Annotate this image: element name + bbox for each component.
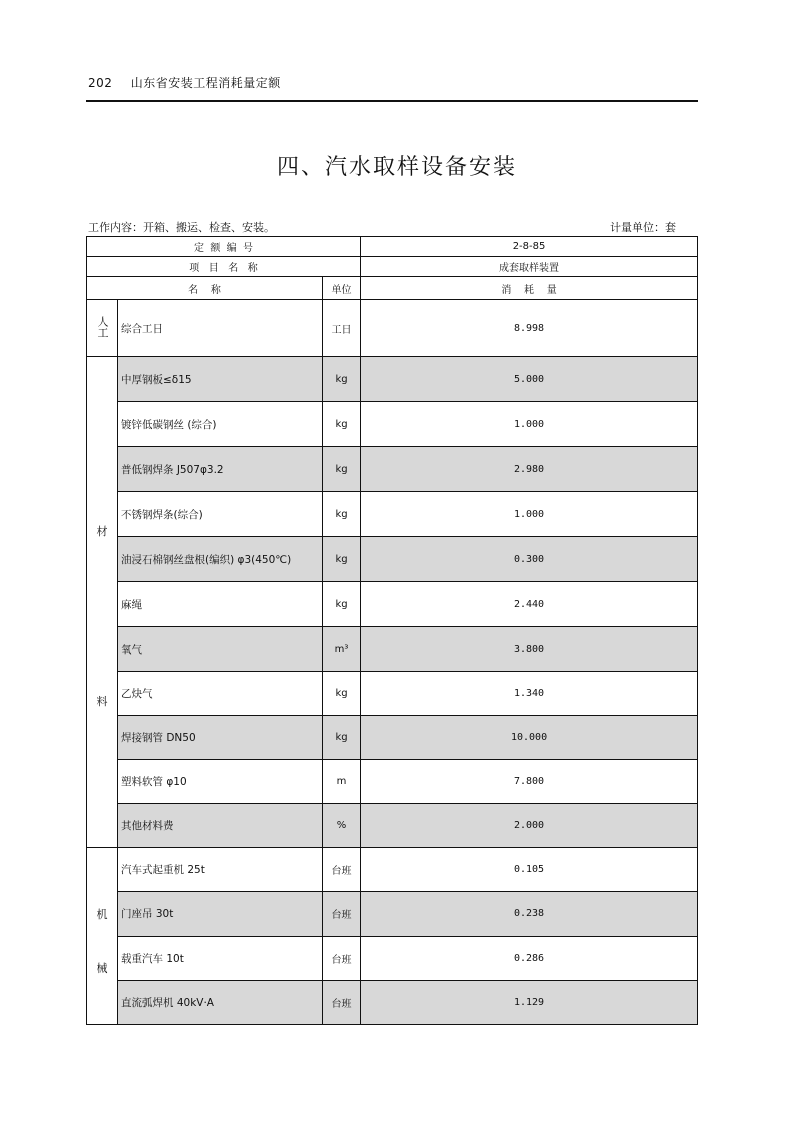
material-value: 3.800 xyxy=(361,627,698,671)
material-row xyxy=(87,759,698,803)
unit-note: 计量单位：套 xyxy=(610,221,676,234)
machinery-unit: 台班 xyxy=(323,980,361,1024)
material-name: 油浸石棉钢丝盘根(编织) φ3(450℃) xyxy=(118,537,323,582)
item-name-value: 成套取样装置 xyxy=(361,257,698,277)
material-row xyxy=(87,537,698,582)
labor-unit: 工日 xyxy=(323,300,361,357)
material-name: 普低钢焊条 J507φ3.2 xyxy=(118,447,323,492)
machinery-row xyxy=(87,848,698,892)
item-name-label: 项 目 名 称 xyxy=(87,257,361,277)
machinery-name: 载重汽车 10t xyxy=(118,936,323,980)
machinery-unit: 台班 xyxy=(323,892,361,936)
labor-row xyxy=(87,300,698,357)
col-name-header: 名 称 xyxy=(87,277,323,300)
material-unit: kg xyxy=(323,671,361,715)
machinery-category-bottom: 械 xyxy=(96,962,108,975)
machinery-name: 汽车式起重机 25t xyxy=(118,848,323,892)
material-name: 焊接钢管 DN50 xyxy=(118,715,323,759)
material-value: 2.440 xyxy=(361,582,698,627)
material-unit: % xyxy=(323,803,361,847)
material-value: 2.980 xyxy=(361,447,698,492)
running-header xyxy=(88,74,281,91)
machinery-category-top: 机 xyxy=(96,908,108,921)
labor-name: 综合工日 xyxy=(118,300,323,357)
machinery-name: 直流弧焊机 40kV·A xyxy=(118,980,323,1024)
material-row xyxy=(87,671,698,715)
machinery-unit: 台班 xyxy=(323,848,361,892)
quota-table xyxy=(86,236,698,1025)
quota-code-row xyxy=(87,237,698,257)
labor-category xyxy=(87,300,118,357)
materials-category xyxy=(87,357,118,848)
material-value: 1.000 xyxy=(361,402,698,447)
material-value: 10.000 xyxy=(361,715,698,759)
machinery-value: 0.105 xyxy=(361,848,698,892)
material-name: 氧气 xyxy=(118,627,323,671)
material-row xyxy=(87,627,698,671)
machinery-category xyxy=(87,848,118,1025)
material-name: 中厚钢板≤δ15 xyxy=(118,357,323,402)
material-unit: kg xyxy=(323,402,361,447)
labor-value: 8.998 xyxy=(361,300,698,357)
item-name-row xyxy=(87,257,698,277)
material-row xyxy=(87,357,698,402)
material-unit: kg xyxy=(323,582,361,627)
material-row xyxy=(87,492,698,537)
col-unit-header: 单位 xyxy=(323,277,361,300)
material-value: 2.000 xyxy=(361,803,698,847)
quota-code-value: 2-8-85 xyxy=(361,237,698,257)
machinery-name: 门座吊 30t xyxy=(118,892,323,936)
material-unit: kg xyxy=(323,715,361,759)
material-unit: kg xyxy=(323,447,361,492)
material-row xyxy=(87,803,698,847)
material-row xyxy=(87,402,698,447)
material-value: 0.300 xyxy=(361,537,698,582)
material-value: 5.000 xyxy=(361,357,698,402)
material-name: 其他材料费 xyxy=(118,803,323,847)
material-name: 镀锌低碳钢丝 (综合) xyxy=(118,402,323,447)
machinery-value: 0.286 xyxy=(361,936,698,980)
section-title: 四、汽水取样设备安装 xyxy=(276,155,517,180)
material-value: 1.340 xyxy=(361,671,698,715)
material-name: 塑料软管 φ10 xyxy=(118,759,323,803)
page-number: 202 xyxy=(88,76,113,90)
material-unit: kg xyxy=(323,357,361,402)
material-name: 麻绳 xyxy=(118,582,323,627)
book-title: 山东省安装工程消耗量定额 xyxy=(130,76,281,90)
work-content: 工作内容：开箱、搬运、检查、安装。 xyxy=(88,221,275,234)
materials-category-bottom: 料 xyxy=(96,695,108,708)
machinery-unit: 台班 xyxy=(323,936,361,980)
material-value: 7.800 xyxy=(361,759,698,803)
column-header-row xyxy=(87,277,698,300)
col-consume-header: 消 耗 量 xyxy=(361,277,698,300)
material-row xyxy=(87,582,698,627)
material-value: 1.000 xyxy=(361,492,698,537)
machinery-row xyxy=(87,892,698,936)
labor-category-label: 人工 xyxy=(96,315,109,338)
header-rule xyxy=(86,100,698,102)
material-name: 乙炔气 xyxy=(118,671,323,715)
machinery-value: 0.238 xyxy=(361,892,698,936)
materials-category-top: 材 xyxy=(96,525,108,538)
machinery-row xyxy=(87,936,698,980)
quota-code-label: 定 额 编 号 xyxy=(87,237,361,257)
material-row xyxy=(87,715,698,759)
material-unit: kg xyxy=(323,492,361,537)
material-unit: m xyxy=(323,759,361,803)
machinery-row xyxy=(87,980,698,1024)
machinery-value: 1.129 xyxy=(361,980,698,1024)
material-unit: m³ xyxy=(323,627,361,671)
material-row xyxy=(87,447,698,492)
material-name: 不锈钢焊条(综合) xyxy=(118,492,323,537)
material-unit: kg xyxy=(323,537,361,582)
